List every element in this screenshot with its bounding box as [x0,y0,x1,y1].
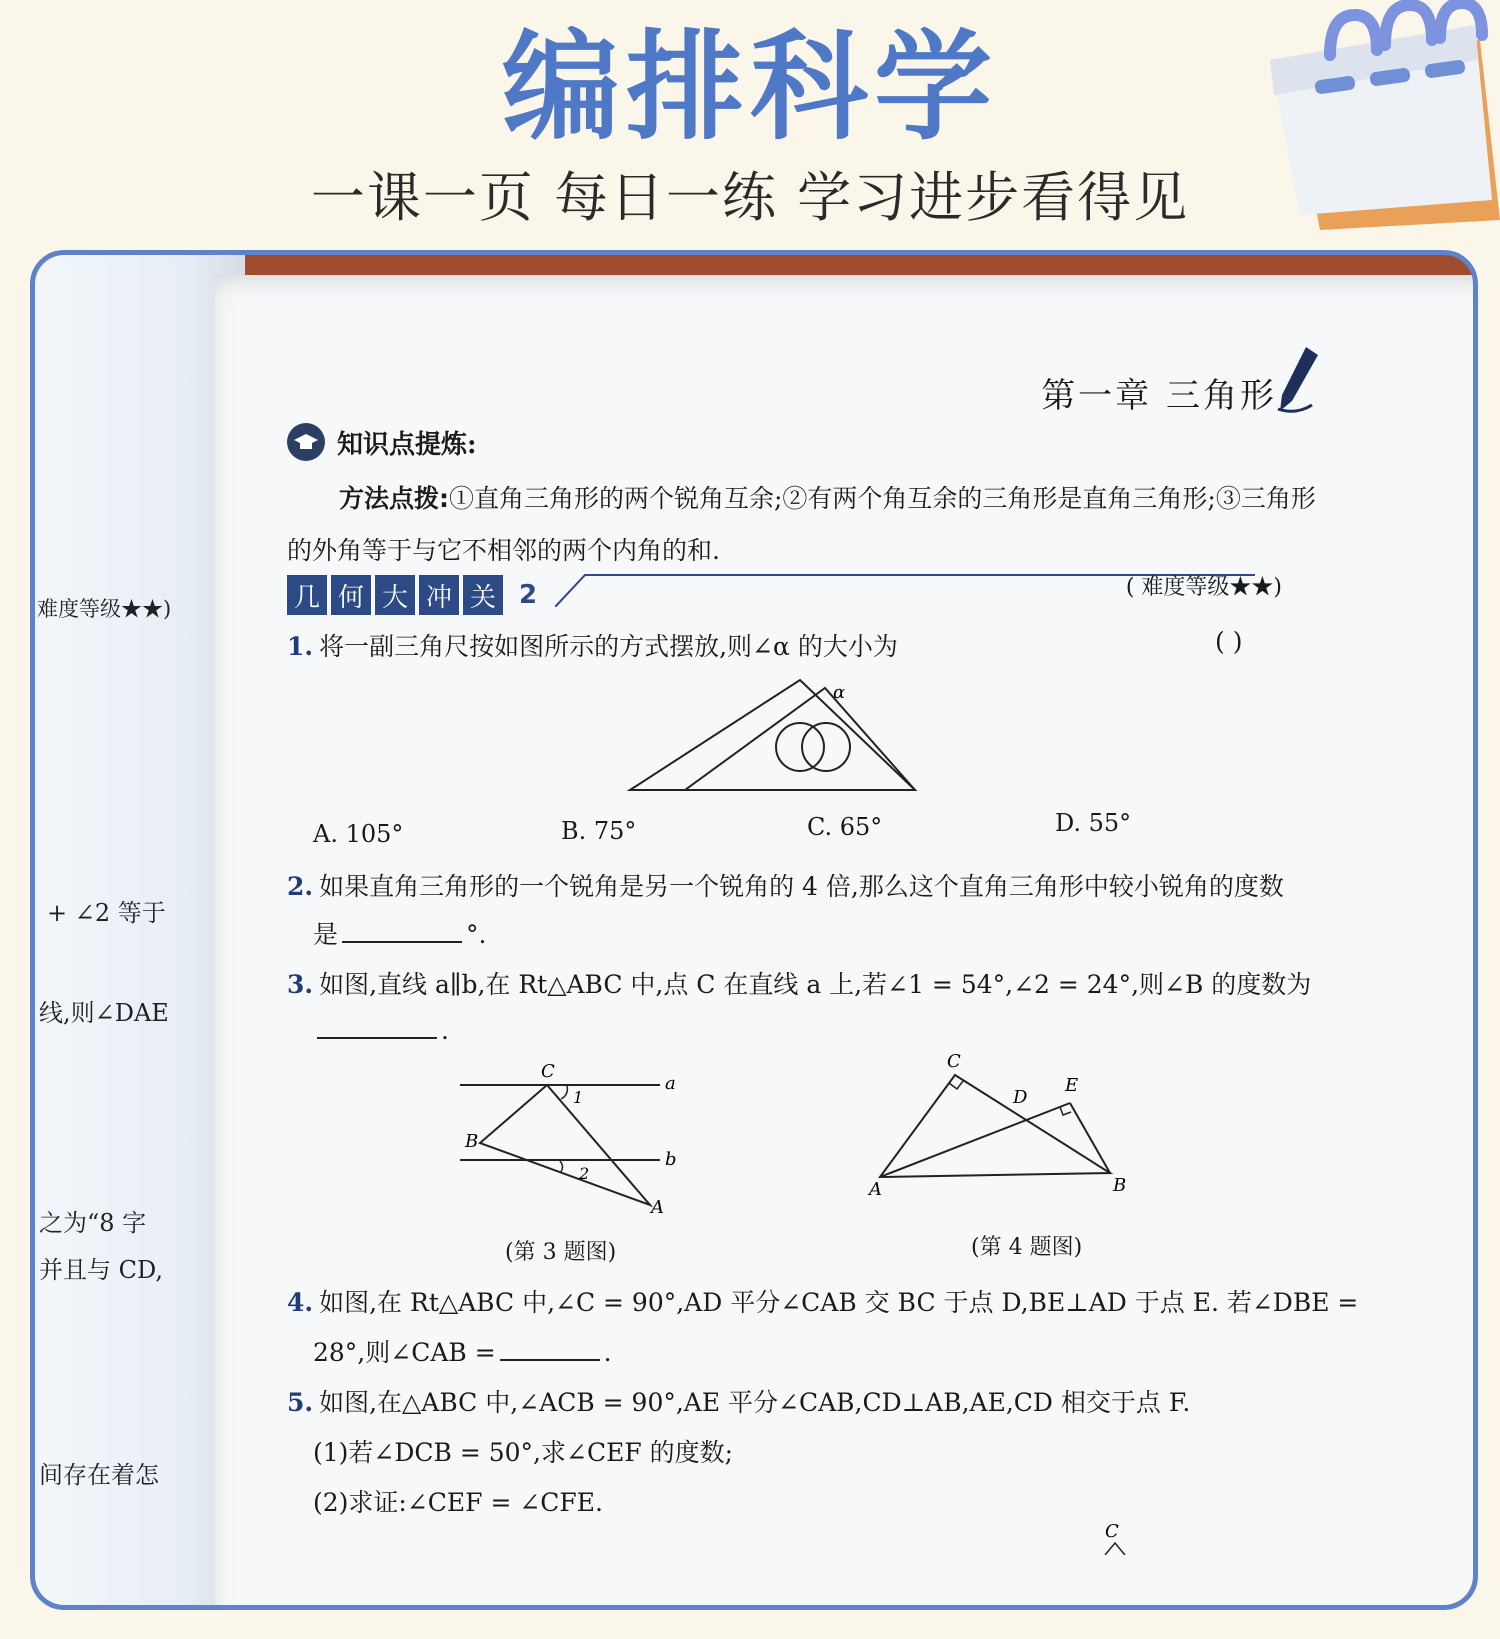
answer-blank[interactable] [500,1337,600,1361]
book-photo-frame [30,250,1478,1610]
left-fragment: 并且与 CD, [39,1256,164,1284]
question-text: 如图,在△ABC 中,∠ACB = 90°,AE 平分∠CAB,CD⊥AB,AE,CD 相交于点 F. [319,1388,1191,1417]
label-point: B [1113,1175,1127,1196]
section-char: 几 [287,575,327,615]
question-text: 如果直角三角形的一个锐角是另一个锐角的 4 倍,那么这个直角三角形中较小锐角的度数 [319,872,1284,901]
label-line: a [665,1073,676,1094]
label-angle: 2 [579,1164,590,1183]
section-char: 关 [463,575,503,615]
question-number: 3. [287,970,314,999]
figure-q5-partial [1095,1515,1135,1555]
choice-c[interactable]: C. 65° [807,813,883,841]
question-text: °. [466,920,487,949]
pen-icon [1276,345,1320,415]
question-text: . [441,1016,449,1045]
calendar-icon [1230,0,1500,240]
method-text: ①直角三角形的两个锐角互余;②有两个角互余的三角形是直角三角形;③三角形的外角等于与它不相邻的两个内角的和. [287,484,1316,565]
question-text: . [603,1338,612,1367]
workbook-page [215,275,1478,1610]
figure-caption: (第 3 题图) [505,1240,617,1265]
question-2-line2 [313,915,486,951]
question-text: 如图,在 Rt△ABC 中,∠C = 90°,AD 平分∠CAB 交 BC 于点 D,BE⊥AD 于点 E. 若∠DBE = [319,1288,1359,1317]
question-number: 1. [287,632,314,661]
hero-subtitle: 一课一页 每日一练 学习进步看得见 [310,166,1190,229]
left-fragment: + ∠2 等于 [47,899,166,927]
left-difficulty: 难度等级★★) [37,597,172,621]
knowledge-heading-text: 知识点提炼: [337,429,477,460]
section-char: 冲 [419,575,459,615]
label-point: A [869,1179,882,1200]
left-fragment: 之为“8 字 [39,1209,147,1237]
method-tip [287,473,1317,577]
choice-a[interactable]: A. 105° [313,820,404,848]
question-number: 2. [287,872,314,901]
question-4 [287,1283,1358,1319]
answer-blank[interactable] [342,919,462,943]
answer-paren: ( ) [1215,627,1243,656]
question-5 [287,1383,1190,1419]
question-5-part2: (2)求证:∠CEF = ∠CFE. [313,1488,603,1517]
label-point: B [465,1131,479,1152]
label-point: C [1105,1521,1119,1542]
label-angle: 1 [573,1088,584,1107]
label-point: C [947,1051,961,1072]
graduation-cap-icon [287,423,325,461]
method-label: 方法点拨: [339,484,449,513]
choice-d[interactable]: D. 55° [1055,809,1132,837]
label-point: A [651,1197,664,1215]
knowledge-heading [287,423,477,461]
hero-title: 编排科学 [501,18,998,156]
question-text: 是 [313,920,339,949]
section-number: 2 [519,580,538,610]
question-5-part1: (1)若∠DCB = 50°,求∠CEF 的度数; [313,1438,734,1467]
question-1 [287,627,898,663]
figure-q4 [865,1045,1145,1205]
question-2 [287,867,1284,903]
label-point: E [1065,1075,1079,1096]
left-fragment: 线,则∠DAE [39,999,169,1027]
question-3 [287,965,1311,1001]
difficulty-rating: ( 难度等级★★) [1125,575,1282,600]
question-text: 如图,直线 a∥b,在 Rt△ABC 中,点 C 在直线 a 上,若∠1 = 54°,∠2 = 24°,则∠B 的度数为 [319,970,1312,999]
question-3-line2 [313,1015,449,1045]
left-page [35,255,245,1605]
label-alpha: α [833,682,846,703]
chapter-title: 第一章 三角形 [1041,376,1277,416]
question-number: 5. [287,1388,314,1417]
figure-caption: (第 4 题图) [971,1235,1083,1260]
label-point: C [541,1061,555,1082]
question-text: 28°,则∠CAB = [313,1338,496,1367]
answer-blank[interactable] [317,1015,437,1039]
question-text: 将一副三角尺按如图所示的方式摆放,则∠α 的大小为 [319,632,898,661]
label-line: b [665,1149,677,1170]
section-char: 大 [375,575,415,615]
left-fragment: 间存在着怎 [39,1461,159,1489]
figure-q1 [615,660,935,800]
question-4-line2 [313,1333,612,1369]
label-point: D [1013,1087,1028,1108]
figure-q3 [455,1055,715,1215]
section-banner [287,575,537,615]
choice-b[interactable]: B. 75° [561,817,637,845]
question-number: 4. [287,1288,314,1317]
section-char: 何 [331,575,371,615]
